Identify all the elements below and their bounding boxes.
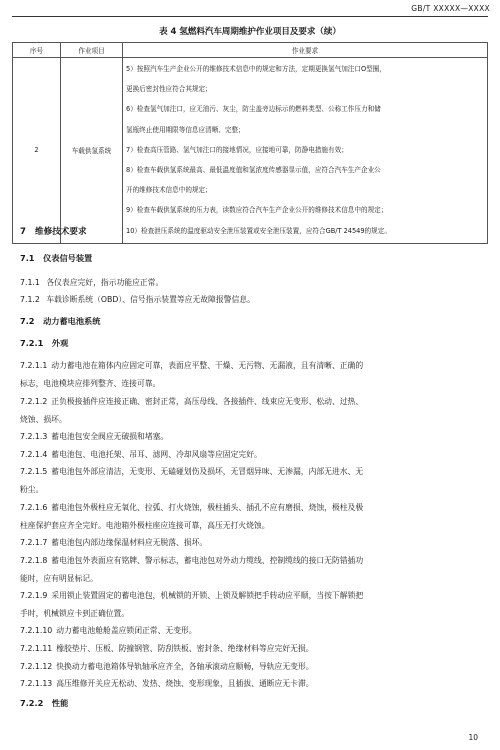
page-number: 10 <box>468 733 478 742</box>
clause-line: 能时，应有明显标记。 <box>20 573 98 583</box>
clause-text: 各仪表应完好，指示功能应正常。 <box>46 278 164 287</box>
clause-line: 蓄电池包、电池托架、吊耳、滤网、冷却风扇等应固定完好。 <box>51 450 262 459</box>
row-requirements <box>123 58 488 244</box>
clause-7-2-1-1 <box>20 357 485 392</box>
clause-line: 动力蓄电池在箱体内应固定可靠，表面应平整、干燥、无污物、无漏液，且有清晰、正确的 <box>51 361 364 370</box>
clause-line: 蓄电池包安全阀应无破损和堵塞。 <box>51 432 169 441</box>
requirement-line: 6）检查氢气加注口，应无油污、灰尘，防尘盖旁边标示的燃料类型、公称工作压力和储 <box>126 105 381 114</box>
table-header-row <box>13 43 488 58</box>
clause-number: 7.2.1.10 <box>20 626 53 635</box>
clause-7-2-1-8 <box>20 552 485 587</box>
clause-text: 车载诊断系统（OBD）、信号指示装置等应无故障报警信息。 <box>46 295 255 304</box>
requirement-line: 5）按照汽车生产企业公开的维修技术信息中的规定和方法，定期更换氢气加注口O型圈， <box>126 65 386 73</box>
standard-code: GB/T XXXXX—XXXX <box>411 4 490 13</box>
clause-number: 7.2.1.11 <box>20 644 53 653</box>
clause-number: 7.2.1.7 <box>20 538 48 547</box>
clause-number: 7.2.1.9 <box>20 591 48 600</box>
row-seq: 2 <box>13 58 61 244</box>
clause-7-2-1-7 <box>20 534 485 552</box>
clause-line: 蓄电池包外极柱应无氧化、拉弧、打火烧蚀，极柱插头、插孔不应有磨损、烧蚀，极柱及极 <box>51 503 364 512</box>
clause-number: 7.2.1.3 <box>20 432 48 441</box>
requirement-line: 氢瓶终止使用期限等信息应清晰、完整； <box>126 125 245 134</box>
clause-7-1-2 <box>20 291 485 309</box>
clause-7-2-1-4 <box>20 446 485 464</box>
clause-7-2-1-13 <box>20 675 485 693</box>
clause-number: 7.2.1.8 <box>20 556 48 565</box>
section-title: 性能 <box>51 698 69 708</box>
clause-7-2-1-9 <box>20 587 485 622</box>
requirement-line: 8）检查车载供氢系统最高、最低温度值和氢浓度传感器显示值，应符合汽车生产企业公 <box>126 166 381 175</box>
clause-number: 7.2.1.12 <box>20 662 53 671</box>
header-rule <box>12 16 488 17</box>
column-header-item: 作业项目 <box>61 43 123 58</box>
clause-number: 7.2.1.6 <box>20 503 48 512</box>
section-7-2-1-heading <box>20 338 68 349</box>
clause-line: 动力蓄电池舱舱盖应锁闭正常、无变形。 <box>56 626 197 635</box>
section-number: 7.2.1 <box>20 338 44 348</box>
clause-line: 快换动力蓄电池箱体导轨轴承应齐全，各轴承滚动应顺畅，导轨应无变形。 <box>56 662 314 671</box>
clause-number: 7.2.1.13 <box>20 679 53 688</box>
clause-line: 橡胶垫片、压板、防撞钢管、防刮铁板、密封条、绝缘材料等应完好无损。 <box>56 644 314 653</box>
column-header-requirement: 作业要求 <box>123 43 488 58</box>
clause-line: 蓄电池包外表面应有铭牌、警示标志，蓄电池包对外动力缆线、控制缆线的接口无防错插功 <box>51 556 364 565</box>
section-number: 7.2 <box>20 316 35 326</box>
table-row <box>13 58 488 244</box>
clause-line: 标志，电池模块应排列整齐、连接可靠。 <box>20 378 161 388</box>
clause-7-2-1-5 <box>20 463 485 498</box>
clause-line: 烧蚀、损坏。 <box>20 414 67 424</box>
clause-line: 蓄电池包内部边缘保温材料应无脱落、损坏。 <box>51 538 208 547</box>
requirement-line: 10）检查泄压系统的温度驱动安全泄压装置或安全泄压装置，应符合GB/T 24549的规定。 <box>126 226 391 235</box>
section-7-2-2-heading <box>20 698 68 709</box>
clause-7-2-1-10 <box>20 622 485 640</box>
clause-line: 采用锁止装置固定的蓄电池包，机械锁的开锁、上锁及解锁把手转动应平顺，当按下解锁把 <box>51 591 364 600</box>
row-item: 车载供氢系统 <box>61 58 123 244</box>
clause-line: 高压维修开关应无松动、发热、烧蚀、变形现象，且插拔、通断应无卡滞。 <box>56 679 314 688</box>
section-7-2-heading <box>20 316 100 327</box>
clause-line: 粉尘。 <box>20 484 44 494</box>
clause-line: 蓄电池包外部应清洁，无变形、无磕碰划伤及损坏，无冒烟异味、无渗漏，内部无进水、无 <box>51 467 364 476</box>
clause-number: 7.2.1.2 <box>20 397 48 406</box>
clause-7-2-1-11 <box>20 640 485 658</box>
clause-7-1-1 <box>20 274 485 292</box>
section-title: 外观 <box>51 338 69 348</box>
clause-7-2-1-3 <box>20 428 485 446</box>
requirement-line: 7）检查高压管路、氢气加注口的接地情况，应接地可靠，防静电措施有效； <box>126 145 348 154</box>
section-7-heading <box>20 225 87 237</box>
requirement-line: 更换后密封性应符合其规定； <box>126 85 212 94</box>
section-title: 动力蓄电池系统 <box>43 316 101 326</box>
clause-number: 7.2.1.1 <box>20 361 48 370</box>
clause-number: 7.1.2 <box>20 295 40 304</box>
clause-7-2-1-6 <box>20 499 485 534</box>
section-title: 仪表信号装置 <box>43 253 93 263</box>
clause-number: 7.1.1 <box>20 278 40 287</box>
clause-line: 柱座保护套应齐全完好。电池箱外极柱座应连接可靠，高压无打火烧蚀。 <box>20 520 270 530</box>
clause-number: 7.2.1.5 <box>20 467 48 476</box>
section-number: 7.2.2 <box>20 698 44 708</box>
clause-7-2-1-12 <box>20 658 485 676</box>
clause-line: 正负极接插件应连接正确、密封正常，高压母线、各接插件、线束应无变形、松动、过热、 <box>51 397 364 406</box>
clause-7-2-1-2 <box>20 393 485 428</box>
clause-number: 7.2.1.4 <box>20 450 48 459</box>
section-number: 7 <box>20 227 26 237</box>
table-title: 表 4 氢燃料汽车周期维护作业项目及要求（续） <box>159 27 341 37</box>
section-7-1-heading <box>20 253 92 264</box>
section-title: 维修技术要求 <box>34 227 87 237</box>
clause-line: 手时，机械锁应卡到正确位置。 <box>20 608 130 618</box>
maintenance-table <box>12 42 488 244</box>
section-number: 7.1 <box>20 253 35 263</box>
requirement-line: 9）检查车载供氢系统的压力表，读数应符合汽车生产企业公开的维修技术信息中的规定； <box>126 206 388 215</box>
column-header-seq: 序号 <box>13 43 61 58</box>
requirement-line: 开的维修技术信息中的规定； <box>126 186 212 195</box>
